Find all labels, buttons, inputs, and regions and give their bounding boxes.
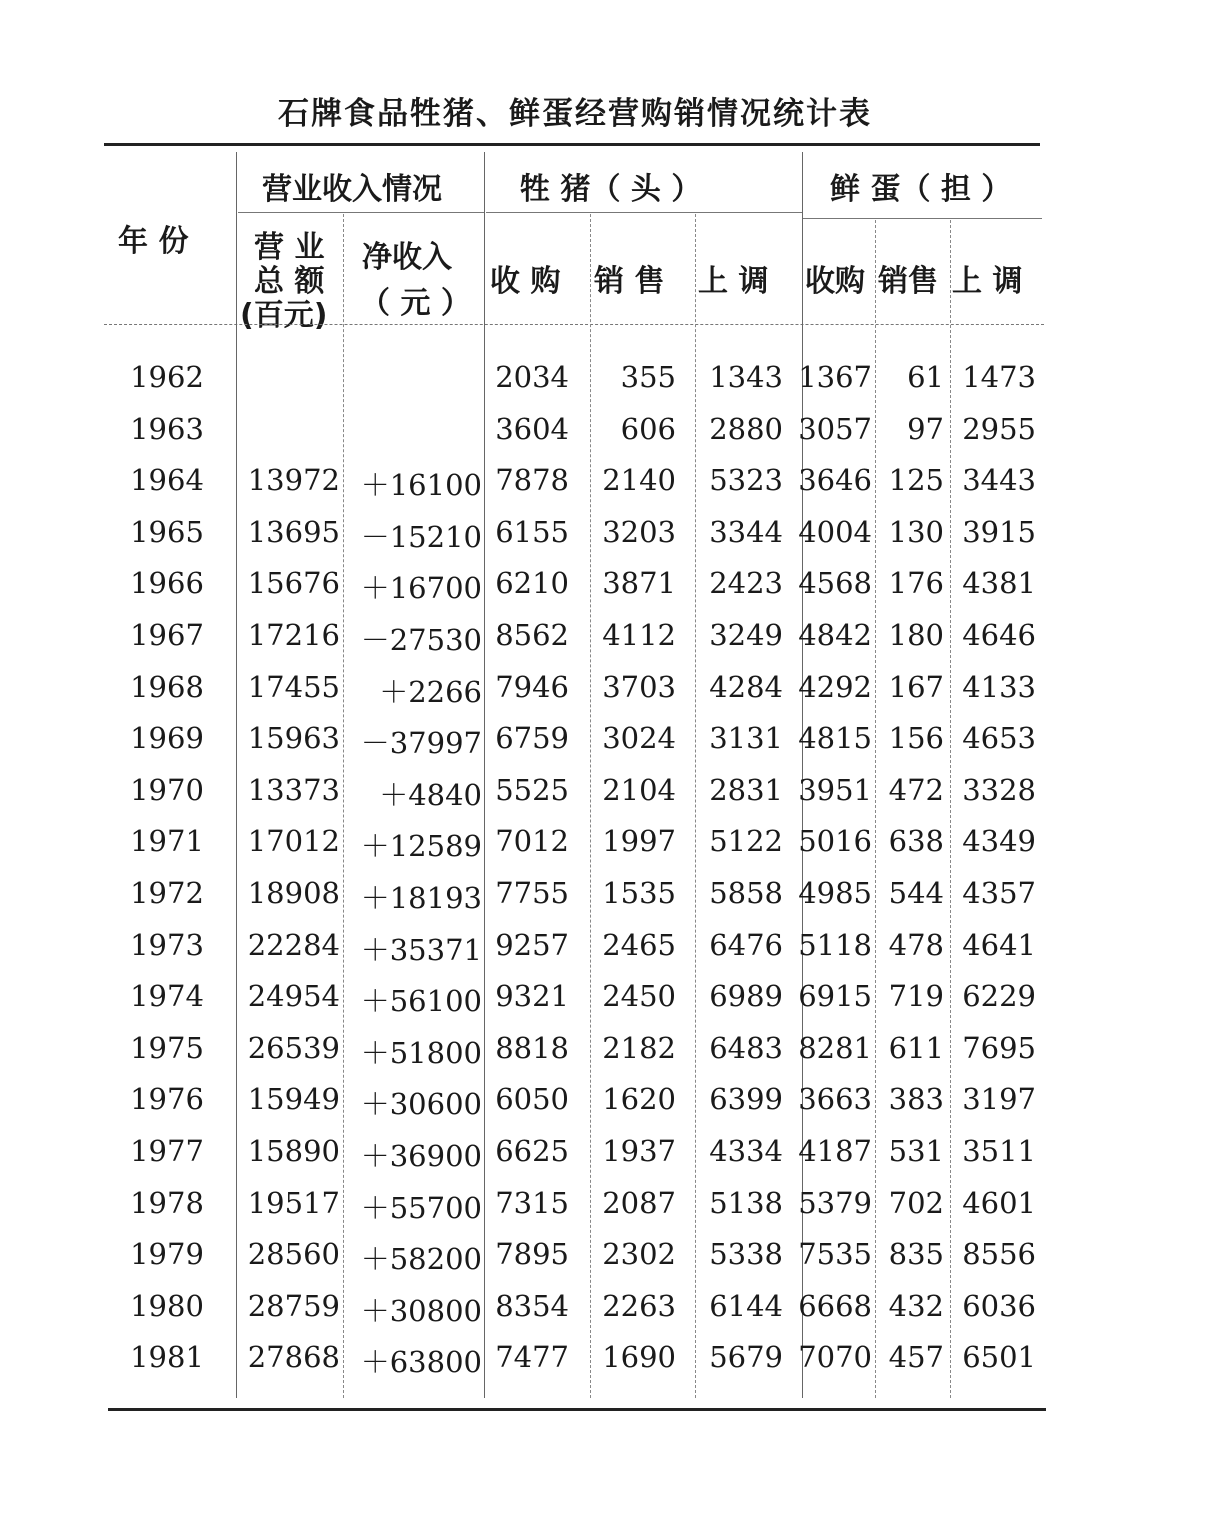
header-pig-sales: 销 售 [594,264,665,299]
cell-pig-transfer: 1343 [709,360,783,394]
cell-egg-transfer: 6229 [962,979,1036,1014]
header-pig-purchase: 收 购 [490,264,561,299]
cell-net: ＋55700 [360,1190,482,1225]
cell-total: 28759 [247,1288,340,1323]
cell-pig-sales: 1937 [602,1134,676,1168]
cell-pig-transfer: 2423 [709,566,783,601]
cell-year: 1976 [130,1082,204,1117]
cell-egg-transfer: 4349 [962,824,1036,859]
cell-egg-sales: 638 [888,824,944,859]
cell-net: ＋18193 [360,881,482,915]
cell-egg-transfer: 3197 [962,1082,1036,1117]
header-pigs: 牲 猪（ 头 ） [520,172,702,207]
cell-net: ＋12589 [360,829,482,864]
cell-egg-sales: 130 [888,514,944,549]
cell-pig-transfer: 5122 [709,824,783,859]
cell-total: 18908 [247,876,340,910]
cell-year: 1962 [130,360,204,394]
cell-net: ＋51800 [360,1035,482,1070]
cell-egg-sales: 531 [888,1134,944,1168]
cell-year: 1981 [130,1340,204,1375]
cell-pig-purchase: 2034 [495,360,569,394]
cell-egg-sales: 611 [888,1030,944,1065]
cell-egg-sales: 432 [888,1288,944,1323]
cell-net: ＋36900 [360,1139,482,1173]
cell-pig-purchase: 8818 [495,1030,569,1065]
cell-pig-sales: 2450 [602,979,676,1014]
cell-net: －37997 [360,726,482,761]
cell-year: 1979 [130,1237,204,1272]
cell-net: －27530 [360,623,482,657]
bottom-rule [108,1408,1046,1411]
cell-egg-purchase: 4985 [798,876,872,910]
cell-total: 26539 [247,1030,340,1065]
cell-total: 17012 [247,824,340,859]
cell-egg-transfer: 6036 [962,1288,1036,1323]
cell-egg-sales: 472 [888,772,944,807]
cell-year: 1969 [130,721,204,756]
cell-pig-transfer: 4284 [709,669,783,704]
cell-pig-transfer: 5323 [709,463,783,498]
cell-pig-sales: 2263 [602,1288,676,1323]
cell-pig-purchase: 7878 [495,463,569,498]
cell-pig-purchase: 7895 [495,1237,569,1272]
cell-year: 1965 [130,514,204,549]
cell-year: 1972 [130,876,204,910]
cell-year: 1977 [130,1134,204,1168]
cell-pig-transfer: 6483 [709,1030,783,1065]
divider-year [236,152,237,1398]
cell-pig-sales: 2302 [602,1237,676,1272]
cell-net: ＋30800 [360,1293,482,1328]
header-pig-transfer: 上 调 [698,264,769,299]
divider-pig-purchase-sales [590,214,591,1398]
cell-egg-sales: 383 [888,1082,944,1117]
header-net-line2: （ 元 ） [360,286,471,321]
cell-egg-purchase: 4568 [798,566,872,601]
cell-pig-sales: 606 [620,411,676,446]
cell-pig-transfer: 5679 [709,1340,783,1375]
cell-pig-transfer: 2831 [709,772,783,807]
cell-pig-purchase: 8354 [495,1288,569,1323]
cell-egg-sales: 719 [888,979,944,1014]
cell-pig-purchase: 6759 [495,721,569,756]
divider-egg-purchase-sales [875,220,876,1398]
table-title: 石牌食品牲猪、鲜蛋经营购销情况统计表 [278,96,872,132]
cell-year: 1980 [130,1288,204,1323]
cell-egg-purchase: 6668 [798,1288,872,1323]
header-net-line1: 净收入 [362,240,452,275]
cell-pig-purchase: 7315 [495,1185,569,1220]
header-year: 年 份 [118,224,189,259]
cell-pig-purchase: 5525 [495,772,569,807]
divider-total-net [343,214,344,1398]
cell-total: 22284 [247,927,340,962]
cell-egg-purchase: 3646 [798,463,872,498]
cell-egg-transfer: 4646 [962,618,1036,652]
cell-net: ＋58200 [360,1242,482,1277]
cell-egg-purchase: 3057 [798,411,872,446]
cell-pig-sales: 1620 [602,1082,676,1117]
cell-egg-transfer: 3511 [962,1134,1036,1168]
top-rule [104,143,1040,146]
cell-egg-purchase: 5379 [798,1185,872,1220]
group-rule-pigs [486,212,802,213]
cell-total: 13972 [247,463,340,498]
cell-pig-transfer: 6144 [709,1288,783,1323]
cell-year: 1970 [130,772,204,807]
header-egg-sales: 销售 [878,264,938,299]
cell-egg-transfer: 4381 [962,566,1036,601]
cell-net: ＋63800 [360,1345,482,1380]
cell-pig-transfer: 5138 [709,1185,783,1220]
cell-pig-sales: 1997 [602,824,676,859]
cell-net: ＋16700 [360,571,482,606]
header-eggs: 鲜 蛋（ 担 ） [830,172,1012,207]
header-egg-purchase: 收购 [805,264,865,299]
cell-egg-purchase: 8281 [798,1030,872,1065]
header-business-income: 营业收入情况 [262,172,442,207]
cell-pig-purchase: 7755 [495,876,569,910]
cell-egg-purchase: 4187 [798,1134,872,1168]
cell-year: 1975 [130,1030,204,1065]
cell-pig-transfer: 4334 [709,1134,783,1168]
cell-total: 17216 [247,618,340,652]
cell-total: 28560 [247,1237,340,1272]
cell-pig-sales: 2465 [602,927,676,962]
group-rule-business [238,212,484,213]
cell-egg-purchase: 3951 [798,772,872,807]
divider-business-pigs [484,152,485,1398]
cell-net: ＋4840 [379,777,482,812]
cell-year: 1978 [130,1185,204,1220]
cell-egg-purchase: 4292 [798,669,872,704]
cell-egg-transfer: 2955 [962,411,1036,446]
cell-pig-transfer: 3249 [709,618,783,652]
cell-pig-sales: 2140 [602,463,676,498]
cell-pig-purchase: 8562 [495,618,569,652]
cell-total: 19517 [247,1185,340,1220]
cell-egg-purchase: 4815 [798,721,872,756]
cell-egg-purchase: 5118 [798,927,872,962]
cell-pig-sales: 4112 [602,618,676,652]
cell-egg-transfer: 4357 [962,876,1036,910]
cell-egg-transfer: 4133 [962,669,1036,704]
cell-egg-sales: 125 [888,463,944,498]
cell-net: ＋16100 [360,468,482,503]
cell-egg-transfer: 1473 [962,360,1036,394]
cell-egg-transfer: 3915 [962,514,1036,549]
cell-egg-sales: 478 [888,927,944,962]
cell-total: 15963 [247,721,340,756]
cell-net: ＋35371 [360,932,482,967]
cell-pig-transfer: 6399 [709,1082,783,1117]
cell-pig-purchase: 6155 [495,514,569,549]
header-total-line3: (百元) [240,298,328,333]
header-total-line1: 营 业 [254,230,325,265]
cell-egg-purchase: 7070 [798,1340,872,1375]
cell-egg-purchase: 6915 [798,979,872,1014]
cell-egg-sales: 544 [888,876,944,910]
cell-pig-transfer: 2880 [709,411,783,446]
group-rule-eggs [802,218,1042,219]
cell-egg-sales: 167 [888,669,944,704]
cell-pig-transfer: 5338 [709,1237,783,1272]
cell-total: 13695 [247,514,340,549]
header-total-line2: 总 额 [254,264,325,299]
cell-egg-transfer: 3328 [962,772,1036,807]
cell-pig-purchase: 9257 [495,927,569,962]
cell-year: 1963 [130,411,204,446]
cell-net: ＋30600 [360,1087,482,1122]
cell-pig-transfer: 3344 [709,514,783,549]
cell-pig-transfer: 6476 [709,927,783,962]
cell-year: 1966 [130,566,204,601]
cell-egg-purchase: 4004 [798,514,872,549]
cell-egg-sales: 457 [888,1340,944,1375]
cell-pig-transfer: 6989 [709,979,783,1014]
cell-egg-purchase: 1367 [798,360,872,394]
cell-pig-sales: 3871 [602,566,676,601]
cell-pig-sales: 2087 [602,1185,676,1220]
cell-pig-purchase: 7012 [495,824,569,859]
cell-total: 24954 [247,979,340,1014]
cell-egg-sales: 156 [888,721,944,756]
divider-pig-sales-transfer [695,214,696,1398]
cell-net: －15210 [360,519,482,554]
cell-egg-purchase: 4842 [798,618,872,652]
cell-total: 15676 [247,566,340,601]
cell-pig-transfer: 3131 [709,721,783,756]
cell-pig-sales: 355 [620,360,676,394]
cell-pig-sales: 2182 [602,1030,676,1065]
cell-pig-purchase: 6050 [495,1082,569,1117]
cell-pig-sales: 3024 [602,721,676,756]
header-egg-transfer: 上 调 [952,264,1023,299]
cell-egg-transfer: 8556 [962,1237,1036,1272]
cell-egg-sales: 97 [907,411,944,446]
cell-net: ＋2266 [379,674,482,709]
cell-year: 1967 [130,618,204,652]
cell-egg-transfer: 3443 [962,463,1036,498]
cell-pig-purchase: 9321 [495,979,569,1014]
cell-year: 1974 [130,979,204,1014]
cell-net: ＋56100 [360,984,482,1019]
cell-egg-transfer: 7695 [962,1030,1036,1065]
cell-egg-sales: 180 [888,618,944,652]
cell-egg-transfer: 4653 [962,721,1036,756]
cell-pig-purchase: 3604 [495,411,569,446]
cell-egg-purchase: 7535 [798,1237,872,1272]
cell-year: 1968 [130,669,204,704]
cell-total: 27868 [247,1340,340,1375]
cell-year: 1973 [130,927,204,962]
cell-total: 13373 [247,772,340,807]
cell-egg-purchase: 3663 [798,1082,872,1117]
cell-total: 15890 [247,1134,340,1168]
cell-egg-sales: 176 [888,566,944,601]
cell-year: 1971 [130,824,204,859]
cell-pig-sales: 3203 [602,514,676,549]
cell-pig-purchase: 6625 [495,1134,569,1168]
cell-total: 17455 [247,669,340,704]
divider-egg-sales-transfer [950,220,951,1398]
cell-pig-purchase: 7946 [495,669,569,704]
cell-year: 1964 [130,463,204,498]
header-bottom-rule [104,324,1044,325]
cell-pig-transfer: 5858 [709,876,783,910]
cell-egg-sales: 702 [888,1185,944,1220]
cell-total: 15949 [247,1082,340,1117]
cell-pig-sales: 3703 [602,669,676,704]
cell-pig-purchase: 6210 [495,566,569,601]
cell-egg-transfer: 6501 [962,1340,1036,1375]
cell-pig-sales: 2104 [602,772,676,807]
cell-pig-purchase: 7477 [495,1340,569,1375]
cell-egg-sales: 835 [888,1237,944,1272]
cell-egg-transfer: 4641 [962,927,1036,962]
cell-egg-sales: 61 [907,360,944,394]
cell-egg-purchase: 5016 [798,824,872,859]
cell-pig-sales: 1690 [602,1340,676,1375]
cell-pig-sales: 1535 [602,876,676,910]
cell-egg-transfer: 4601 [962,1185,1036,1220]
